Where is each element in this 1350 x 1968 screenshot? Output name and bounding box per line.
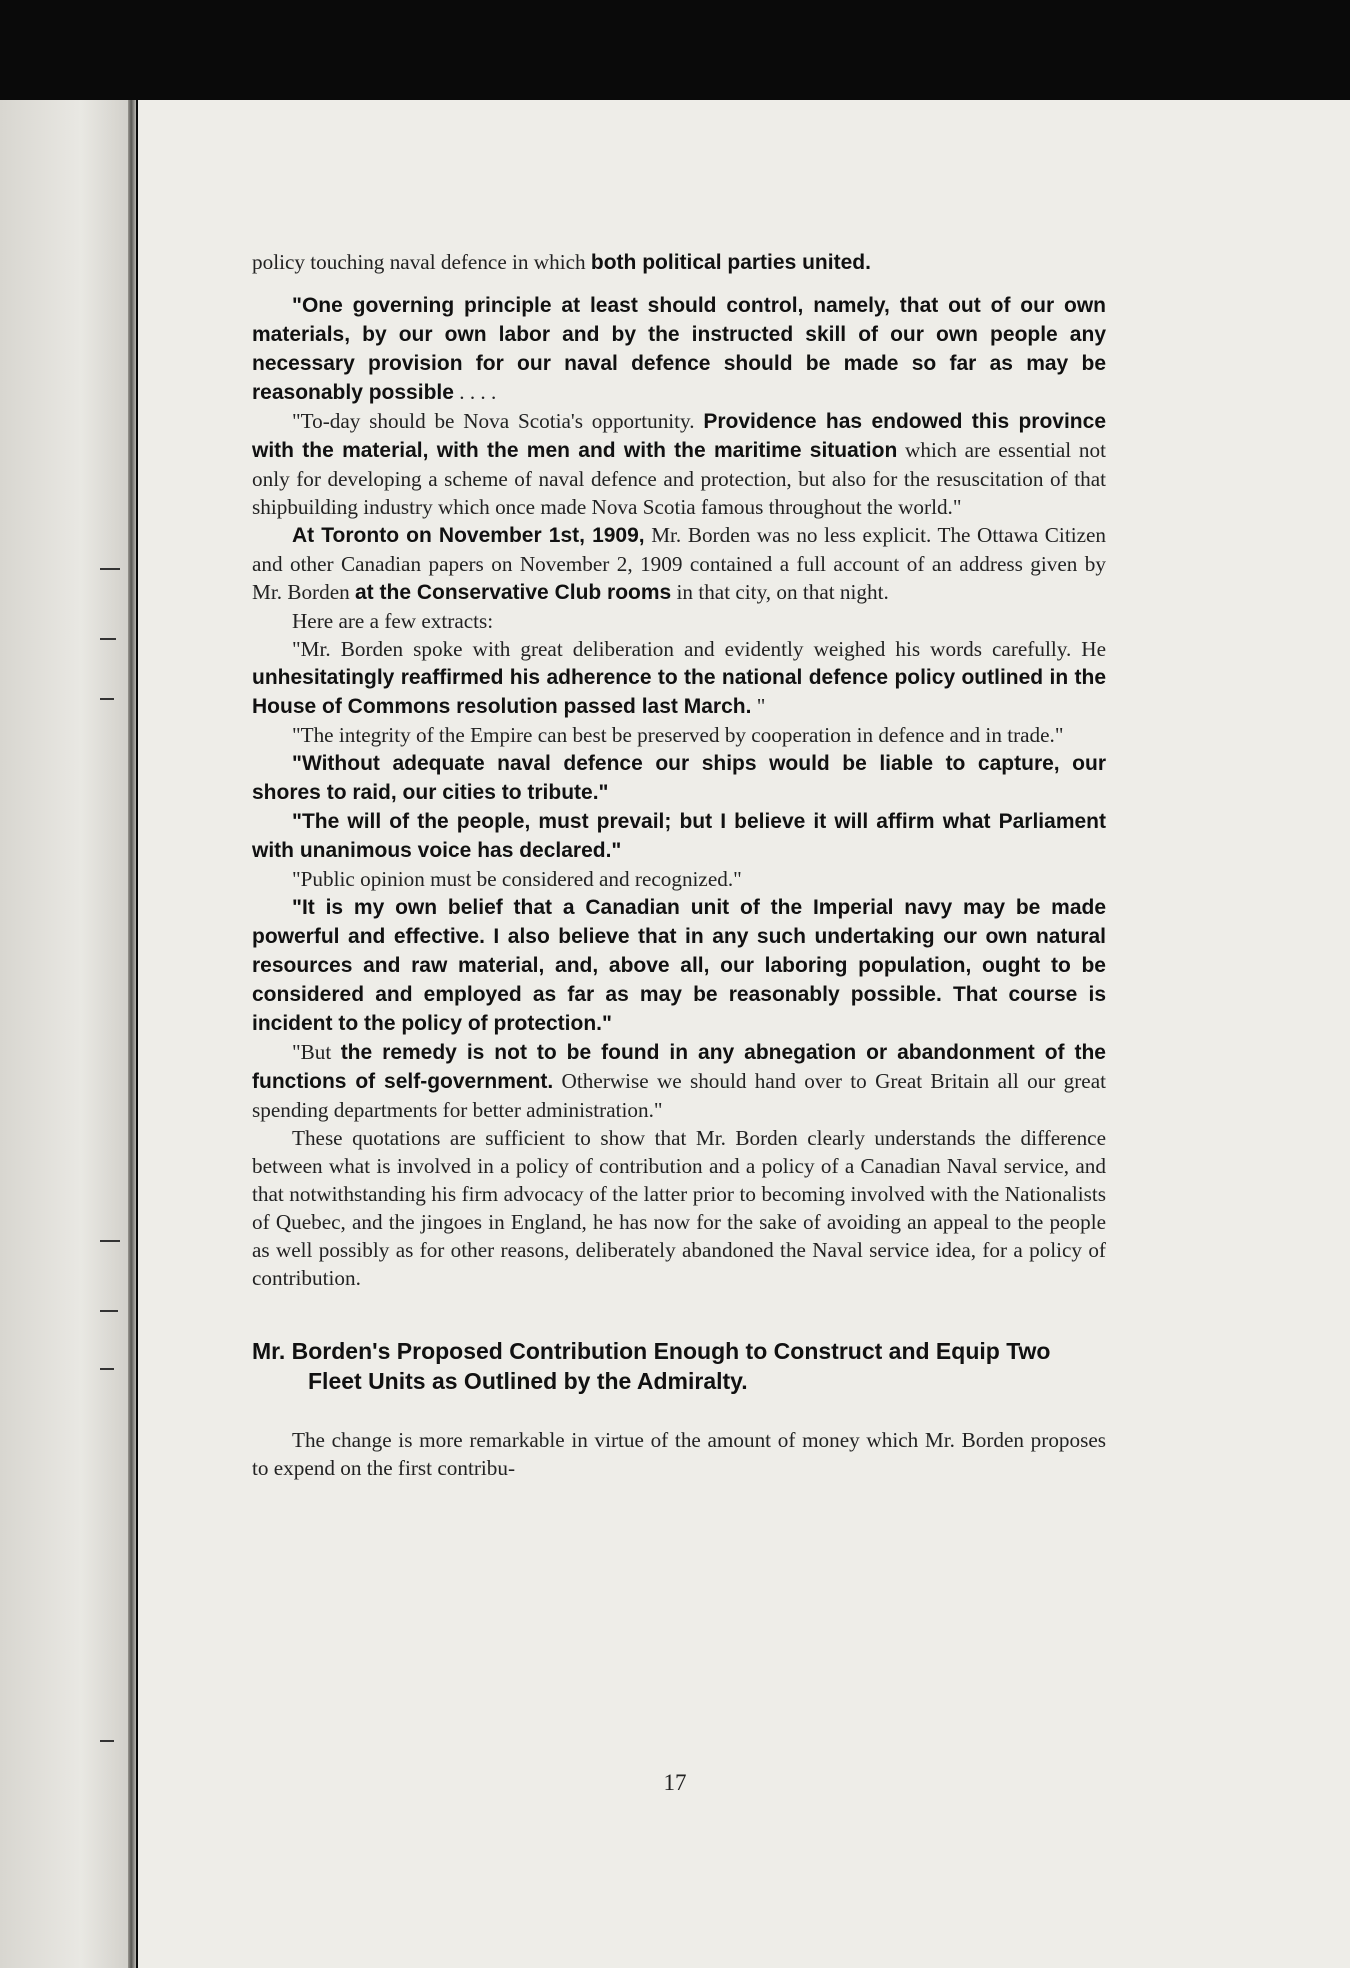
text-run: policy touching naval defence in which [252,250,591,274]
margin-mark [100,638,116,640]
paragraph [252,521,1106,607]
paragraph [252,291,1106,407]
text-run: which are essential not only for developing a scheme of naval defence and protection, but also for the resuscitation of that shipbuilding industry which once made Nova Scotia famous throughout the world." [252,438,1106,519]
text-run: " [751,694,766,718]
page-body [252,248,1106,1482]
text-run: "But [292,1040,341,1064]
bold-run: "Without adequate naval defence our ships would be liable to capture, our shores to raid, our cities to tribute." [252,752,1106,804]
page-number: 17 [663,1770,687,1795]
margin-mark [100,1368,114,1370]
bold-run: "The will of the people, must prevail; but I believe it will affirm what Parliament with unanimous voice has declared." [252,810,1106,862]
paragraph [252,607,1106,635]
text-run: These quotations are sufficient to show that Mr. Borden clearly understands the difference between what is involved in a policy of contribution and a policy of a Canadian Naval service, and that notwithstanding his firm advocacy of the latter prior to becoming involved with the Nationalists of Quebec, and the jingoes in England, he has now for the sake of avoiding an appeal to the people as well possibly as for other reasons, deliberately abandoned the Naval service idea, for a policy of contribution. [252,1126,1106,1290]
bold-run: the remedy is not to be found in any abnegation or abandonment of the functions of self-government. [252,1041,1106,1093]
text-run: "The integrity of the Empire can best be preserved by cooperation in defence and in trade." [292,723,1064,747]
text-run: "Public opinion must be considered and recognized." [292,867,742,891]
margin-mark [100,1310,118,1312]
facing-page-edge [0,100,135,1968]
bold-run: at the Conservative Club rooms [355,581,672,604]
text-run: Otherwise we should hand over to Great Britain all our great spending departments for better administration." [252,1069,1107,1122]
paragraph [252,721,1106,749]
paragraph [252,893,1106,1038]
bold-run: unhesitatingly reaffirmed his adherence to the national defence policy outlined in the House of Commons resolution passed last March. [252,666,1106,718]
text-run: Here are a few extracts: [292,609,494,633]
bold-run: At Toronto on November 1st, 1909, [292,524,645,547]
paragraph [252,248,1106,277]
paragraph [252,807,1106,865]
bold-run: "One governing principle at least should control, namely, that out of our own materials, by our own labor and by the instructed skill of our own people any necessary provision for our naval defence should be made so far as may be reasonably possible [252,294,1106,404]
paragraph [252,1124,1106,1292]
text-run: . . . . [453,380,497,404]
section-heading: Mr. Borden's Proposed Contribution Enough to Construct and Equip Two Fleet Units as Outlined by the Admiralty. [252,1338,1051,1394]
text-run: "To-day should be Nova Scotia's opportunity. [292,409,704,433]
paragraph [252,635,1106,721]
paragraph [252,865,1106,893]
paragraph [252,749,1106,807]
book-spine [128,100,136,1968]
paragraph: The change is more remarkable in virtue of the amount of money which Mr. Borden proposes to expend on the first contribu- [252,1428,1106,1480]
margin-mark [100,1740,114,1742]
paragraph [252,1038,1106,1124]
bold-run: "It is my own belief that a Canadian unit of the Imperial navy may be made powerful and effective. I also believe that in any such undertaking our own natural resources and raw material, and, above all, our laboring population, ought to be considered and employed as far as may be reasonably possible. That course is incident to the policy of protection." [252,896,1106,1035]
paragraph [252,407,1106,521]
text-run: "Mr. Borden spoke with great deliberation and evidently weighed his words carefully. He [292,637,1106,661]
bold-run: Providence has endowed this province with the material, with the men and with the maritime situation [252,410,1106,462]
text-run: in that city, on that night. [671,580,889,604]
bold-run: both political parties united. [590,251,871,274]
margin-mark [100,568,120,570]
margin-mark [100,1240,120,1242]
text-run: Mr. Borden was no less explicit. The Ottawa Citizen and other Canadian papers on November 2, 1909 contained a full account of an address given by Mr. Borden [252,523,1106,604]
margin-mark [100,698,114,700]
